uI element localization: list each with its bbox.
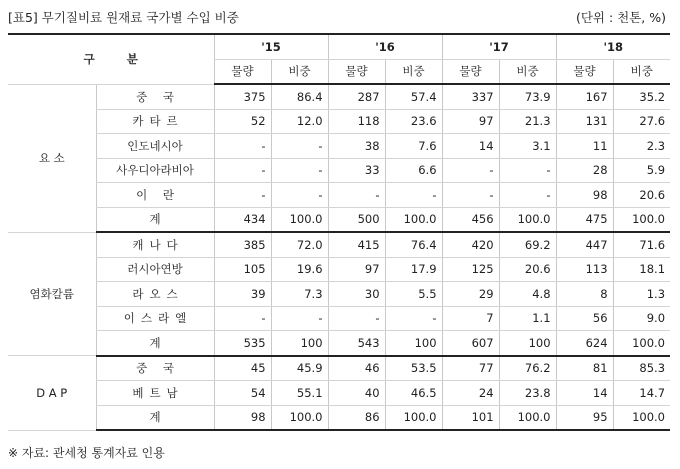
share-cell: 5.5: [385, 282, 442, 307]
qty-cell: 40: [328, 381, 385, 406]
qty-cell: 101: [442, 405, 499, 430]
share-cell: -: [499, 183, 556, 208]
share-cell: 35.2: [613, 84, 670, 109]
group-name: D A P: [8, 356, 96, 431]
qty-cell: 98: [214, 405, 271, 430]
qty-cell: 167: [556, 84, 613, 109]
qty-cell: 39: [214, 282, 271, 307]
table-row: [8, 109, 670, 134]
qty-cell: 415: [328, 232, 385, 257]
qty-cell: -: [328, 183, 385, 208]
share-cell: -: [499, 158, 556, 183]
qty-cell: -: [442, 158, 499, 183]
qty-cell: -: [214, 183, 271, 208]
qty-cell: -: [214, 134, 271, 159]
share-cell: 12.0: [271, 109, 328, 134]
qty-cell: -: [328, 306, 385, 331]
group-name: 염화칼륨: [8, 232, 96, 356]
share-cell: 85.3: [613, 356, 670, 381]
share-cell: 4.8: [499, 282, 556, 307]
country-label: 중 국: [96, 84, 214, 109]
table-row: [8, 207, 670, 232]
year-header: '17: [442, 34, 556, 59]
country-label: 계: [96, 331, 214, 356]
qty-cell: 287: [328, 84, 385, 109]
qty-cell: 14: [442, 134, 499, 159]
share-cell: -: [271, 158, 328, 183]
year-header: '16: [328, 34, 442, 59]
share-header: 비중: [271, 59, 328, 84]
qty-cell: 98: [556, 183, 613, 208]
share-cell: 57.4: [385, 84, 442, 109]
unit-label: (단위 : 천톤, %): [575, 10, 666, 25]
qty-cell: 337: [442, 84, 499, 109]
share-cell: 100.0: [385, 405, 442, 430]
share-header: 비중: [613, 59, 670, 84]
qty-cell: 54: [214, 381, 271, 406]
share-cell: -: [385, 306, 442, 331]
qty-header: 물량: [214, 59, 271, 84]
country-label: 라오스: [96, 282, 214, 307]
qty-cell: -: [214, 158, 271, 183]
share-cell: 19.6: [271, 257, 328, 282]
qty-cell: 456: [442, 207, 499, 232]
qty-cell: 38: [328, 134, 385, 159]
qty-cell: 29: [442, 282, 499, 307]
qty-cell: 97: [442, 109, 499, 134]
table-row: [8, 405, 670, 430]
qty-cell: 118: [328, 109, 385, 134]
share-cell: 5.9: [613, 158, 670, 183]
share-cell: 100.0: [499, 207, 556, 232]
share-cell: 1.1: [499, 306, 556, 331]
qty-header: 물량: [442, 59, 499, 84]
table-row: [8, 84, 670, 109]
qty-cell: 607: [442, 331, 499, 356]
share-cell: -: [385, 183, 442, 208]
share-cell: 100.0: [613, 405, 670, 430]
share-cell: 72.0: [271, 232, 328, 257]
qty-cell: 81: [556, 356, 613, 381]
group-potassium-chloride: [8, 232, 670, 356]
share-cell: 46.5: [385, 381, 442, 406]
year-header: '15: [214, 34, 328, 59]
country-label: 사우디아라비아: [96, 158, 214, 183]
qty-cell: 8: [556, 282, 613, 307]
table-row: [8, 257, 670, 282]
qty-cell: 97: [328, 257, 385, 282]
qty-cell: 131: [556, 109, 613, 134]
group-dap: [8, 356, 670, 431]
share-header: 비중: [385, 59, 442, 84]
group-urea: [8, 84, 670, 232]
share-cell: 100.0: [271, 405, 328, 430]
share-cell: 21.3: [499, 109, 556, 134]
group-header: 구 분: [8, 34, 214, 84]
share-cell: 7.3: [271, 282, 328, 307]
table-row: [8, 158, 670, 183]
share-cell: 23.8: [499, 381, 556, 406]
share-cell: 100.0: [271, 207, 328, 232]
share-cell: 100: [271, 331, 328, 356]
qty-cell: 105: [214, 257, 271, 282]
share-cell: -: [271, 306, 328, 331]
import-share-table: [8, 33, 670, 431]
qty-cell: 624: [556, 331, 613, 356]
table-row: [8, 381, 670, 406]
share-cell: -: [271, 134, 328, 159]
country-label: 이스라엘: [96, 306, 214, 331]
share-cell: 6.6: [385, 158, 442, 183]
share-cell: 55.1: [271, 381, 328, 406]
share-cell: 76.4: [385, 232, 442, 257]
qty-cell: 46: [328, 356, 385, 381]
qty-cell: 543: [328, 331, 385, 356]
table-row: [8, 331, 670, 356]
table-row: [8, 356, 670, 381]
share-cell: -: [271, 183, 328, 208]
country-label: 인도네시아: [96, 134, 214, 159]
qty-cell: 500: [328, 207, 385, 232]
share-cell: 100.0: [613, 331, 670, 356]
share-cell: 23.6: [385, 109, 442, 134]
share-cell: 17.9: [385, 257, 442, 282]
share-cell: 20.6: [613, 183, 670, 208]
qty-cell: 375: [214, 84, 271, 109]
share-cell: 76.2: [499, 356, 556, 381]
share-cell: 14.7: [613, 381, 670, 406]
share-cell: 69.2: [499, 232, 556, 257]
share-cell: 73.9: [499, 84, 556, 109]
country-label: 계: [96, 207, 214, 232]
country-label: 베트남: [96, 381, 214, 406]
share-cell: 2.3: [613, 134, 670, 159]
qty-cell: 11: [556, 134, 613, 159]
share-cell: 18.1: [613, 257, 670, 282]
qty-cell: 45: [214, 356, 271, 381]
table-row: [8, 282, 670, 307]
year-header: '18: [556, 34, 670, 59]
qty-cell: 52: [214, 109, 271, 134]
table-row: [8, 134, 670, 159]
share-cell: 86.4: [271, 84, 328, 109]
qty-cell: 30: [328, 282, 385, 307]
share-cell: 100: [499, 331, 556, 356]
qty-header: 물량: [328, 59, 385, 84]
qty-cell: 56: [556, 306, 613, 331]
table-row: [8, 232, 670, 257]
share-cell: 1.3: [613, 282, 670, 307]
qty-cell: 420: [442, 232, 499, 257]
qty-cell: 24: [442, 381, 499, 406]
share-cell: 45.9: [271, 356, 328, 381]
qty-cell: 125: [442, 257, 499, 282]
country-label: 러시아연방: [96, 257, 214, 282]
share-cell: 100.0: [499, 405, 556, 430]
qty-cell: 447: [556, 232, 613, 257]
country-label: 이 란: [96, 183, 214, 208]
qty-cell: 33: [328, 158, 385, 183]
qty-cell: 86: [328, 405, 385, 430]
source-note: ※ 자료: 관세청 통계자료 인용: [8, 446, 165, 460]
table-row: [8, 183, 670, 208]
qty-cell: 475: [556, 207, 613, 232]
share-cell: 100.0: [385, 207, 442, 232]
qty-cell: 77: [442, 356, 499, 381]
country-label: 중 국: [96, 356, 214, 381]
qty-cell: 7: [442, 306, 499, 331]
qty-cell: 113: [556, 257, 613, 282]
qty-cell: 434: [214, 207, 271, 232]
share-cell: 71.6: [613, 232, 670, 257]
group-name: 요 소: [8, 84, 96, 232]
qty-cell: -: [442, 183, 499, 208]
share-cell: 100: [385, 331, 442, 356]
share-cell: 100.0: [613, 207, 670, 232]
share-cell: 53.5: [385, 356, 442, 381]
qty-cell: 28: [556, 158, 613, 183]
table-caption: [표5] 무기질비료 원재료 국가별 수입 비중: [8, 10, 239, 25]
country-label: 카타르: [96, 109, 214, 134]
country-label: 계: [96, 405, 214, 430]
share-cell: 27.6: [613, 109, 670, 134]
qty-header: 물량: [556, 59, 613, 84]
qty-cell: 535: [214, 331, 271, 356]
country-label: 캐나다: [96, 232, 214, 257]
share-cell: 3.1: [499, 134, 556, 159]
qty-cell: 95: [556, 405, 613, 430]
qty-cell: 385: [214, 232, 271, 257]
qty-cell: -: [214, 306, 271, 331]
share-cell: 7.6: [385, 134, 442, 159]
share-cell: 9.0: [613, 306, 670, 331]
share-header: 비중: [499, 59, 556, 84]
table-row: [8, 306, 670, 331]
qty-cell: 14: [556, 381, 613, 406]
share-cell: 20.6: [499, 257, 556, 282]
